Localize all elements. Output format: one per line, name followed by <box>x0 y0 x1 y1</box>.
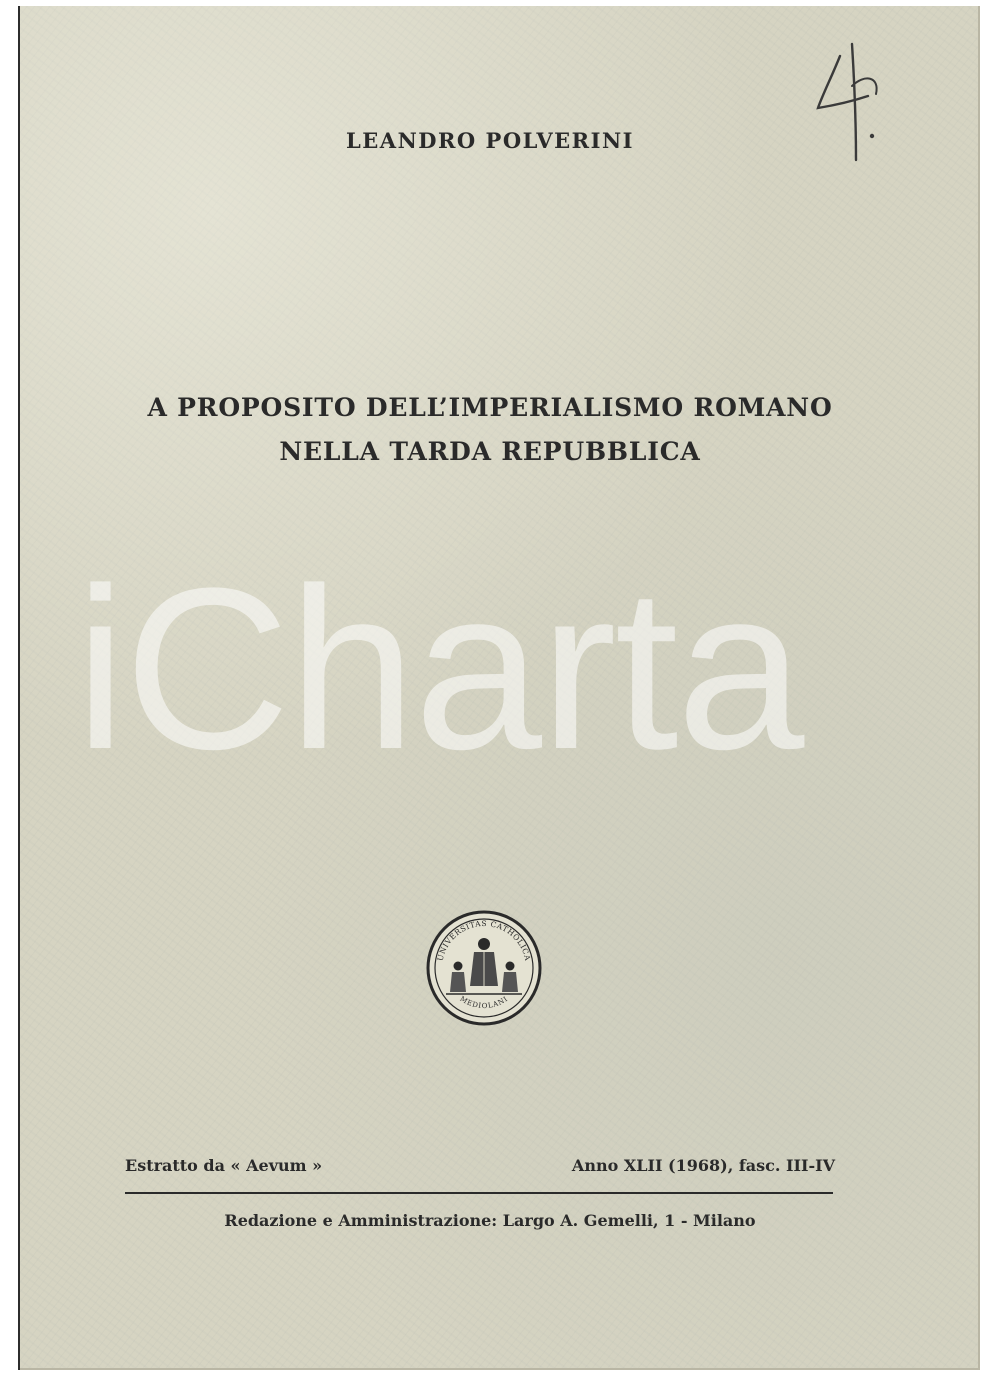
issue-info: Anno XLII (1968), fasc. III-IV <box>571 1156 835 1175</box>
author-name: LEANDRO POLVERINI <box>346 128 634 153</box>
watermark: iCharta <box>75 540 803 797</box>
document-title <box>20 386 960 474</box>
university-seal-emblem <box>424 908 544 1028</box>
footer-divider <box>125 1192 833 1194</box>
seal-top-text: UNIVERSITAS CATHOLICA <box>435 918 533 962</box>
document-cover <box>18 6 980 1370</box>
title-line-2: NELLA TARDA REPUBBLICA <box>279 437 701 466</box>
publication-info <box>125 1156 835 1175</box>
publisher-address: Redazione e Amministrazione: Largo A. Gemelli, 1 - Milano <box>224 1211 756 1230</box>
title-line-1: A PROPOSITO DELL’IMPERIALISMO ROMANO <box>147 393 833 422</box>
seal-bottom-text: MEDIOLANI <box>458 994 510 1011</box>
extract-label: Estratto da « Aevum » <box>125 1156 323 1175</box>
